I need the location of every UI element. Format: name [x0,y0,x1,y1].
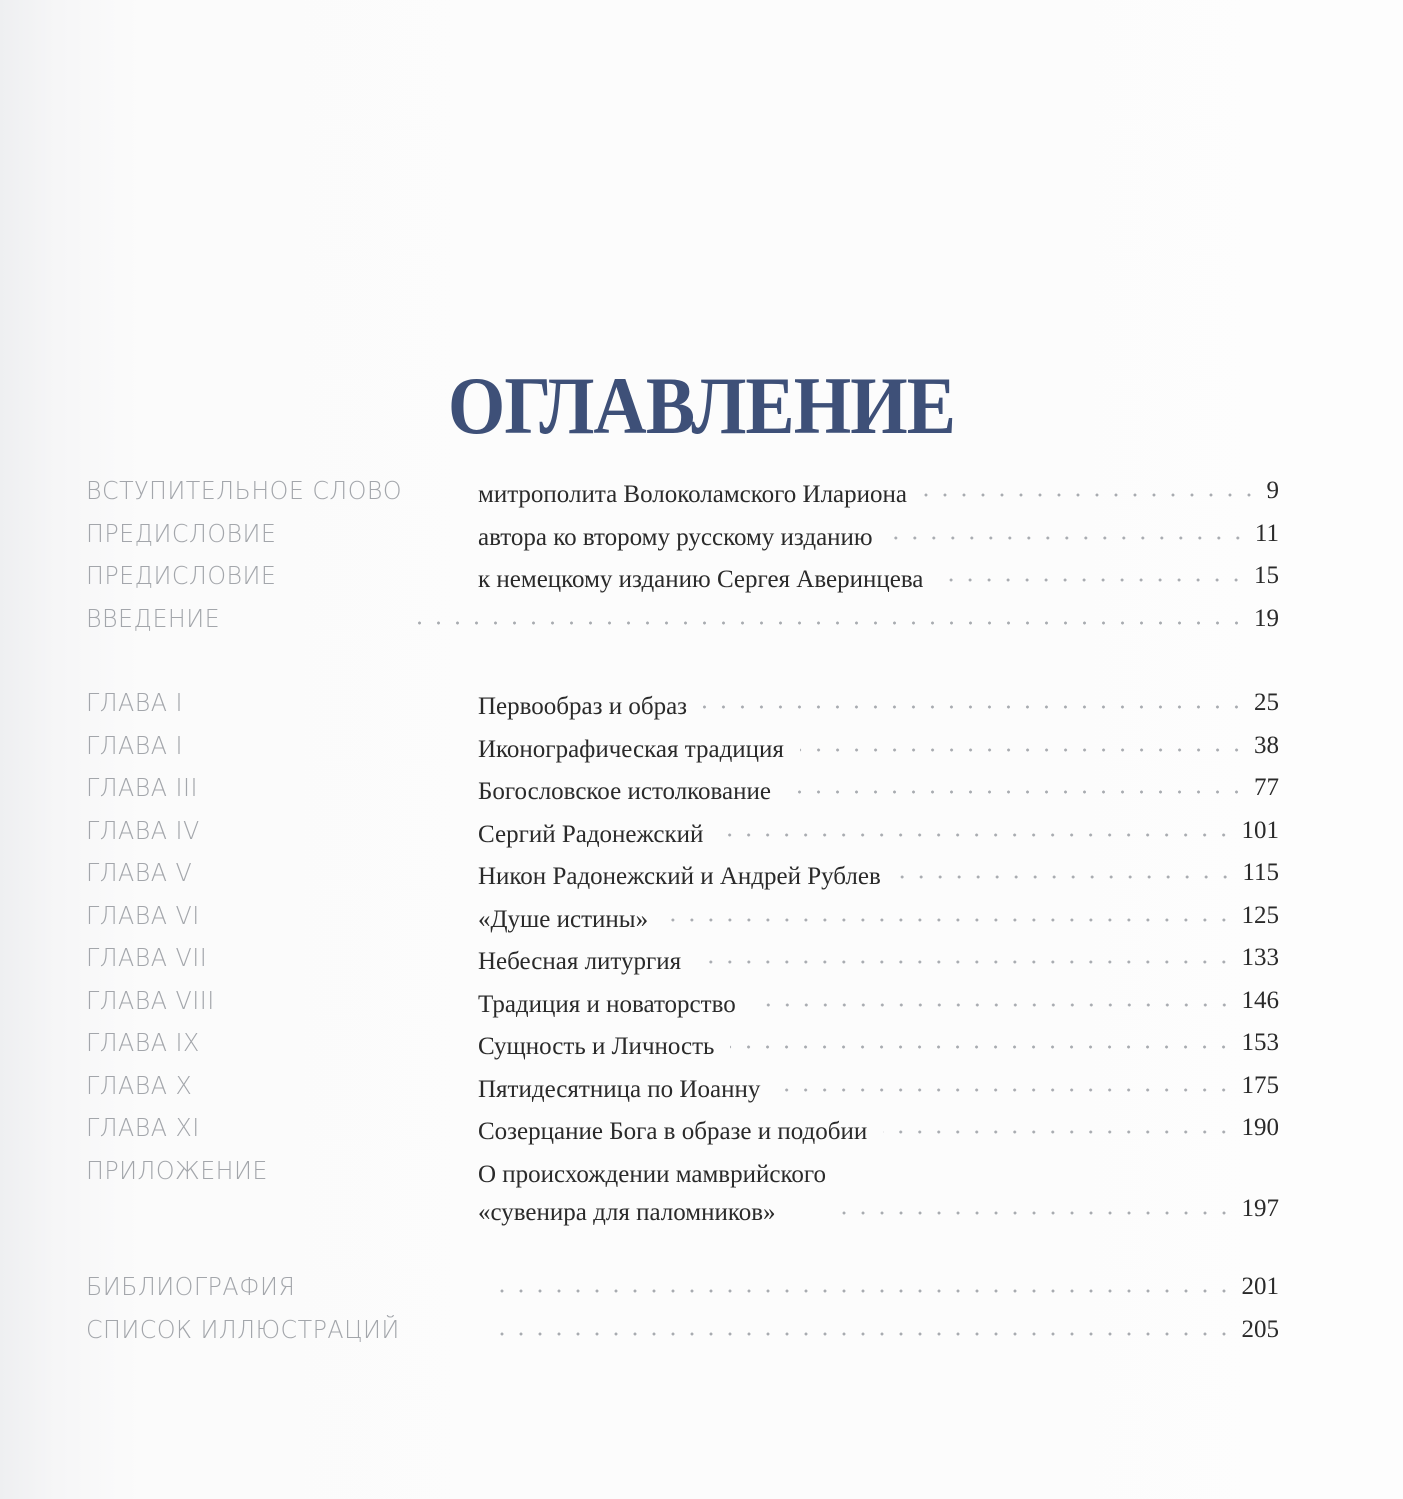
toc-row[interactable] [0,1315,1403,1357]
dot-leader [883,1130,1233,1134]
entry-title [478,519,873,557]
toc-row[interactable] [0,816,1403,858]
page-number: 25 [1254,689,1279,716]
page-number: 11 [1254,519,1279,547]
toc-row[interactable] [0,1028,1403,1070]
section-label: ГЛАВА X [86,1070,193,1100]
entry-title-line: Никон Радонежский и Андрей Рублев [478,863,881,890]
entry-title-line: Первообраз и образ [478,693,688,720]
toc-row[interactable] [0,731,1403,773]
entry-title-line: Созерцание Бога в образе и подобии [478,1118,868,1145]
dot-leader [703,705,1246,709]
page-number: 101 [1241,816,1279,844]
toc-row[interactable] [0,604,1403,646]
page-number: 201 [1241,1273,1279,1300]
entry-title-line: Небесная литургия [478,948,682,975]
page-number: 205 [1241,1315,1279,1343]
section-label: ГЛАВА IV [86,815,200,845]
section-label: ВСТУПИТЕЛЬНОЕ СЛОВО [86,476,403,505]
entry-title [478,773,771,811]
dot-leader [800,748,1246,752]
page-number: 125 [1241,901,1279,929]
section-label: ПРЕДИСЛОВИЕ [86,518,277,548]
page-number: 153 [1241,1029,1279,1056]
dot-leader [752,1003,1234,1007]
toc-row[interactable] [0,519,1403,561]
entry-title [478,986,736,1024]
entry-title [478,1156,826,1232]
entry-title [478,816,703,854]
section-label: ГЛАВА IX [86,1028,200,1057]
entry-title [478,561,923,599]
section-label: ГЛАВА V [86,858,193,887]
page-number: 197 [1241,1194,1279,1222]
dot-leader [697,960,1233,964]
dot-leader [842,1211,1234,1215]
page-number: 146 [1241,986,1279,1014]
page-number: 115 [1242,859,1279,886]
toc-row[interactable] [0,688,1403,730]
section-label: ГЛАВА VIII [86,985,215,1015]
section-label: СПИСОК ИЛЛЮСТРАЦИЙ [86,1314,400,1344]
entry-title-line: Иконографическая традиция [478,735,784,763]
entry-title-line: автора ко второму русскому изданию [478,523,873,551]
page-number: 19 [1254,604,1279,632]
toc-row[interactable] [0,1272,1403,1314]
dot-leader [730,1045,1233,1049]
entry-title [478,688,687,726]
entry-title [478,731,784,769]
section-label: ГЛАВА VI [86,900,200,930]
page-number: 190 [1241,1114,1279,1141]
dot-leader [490,1289,1234,1293]
section-label: ГЛАВА VII [86,943,208,972]
entry-title [478,1071,760,1109]
section-label: ГЛАВА III [86,773,198,802]
toc-row[interactable] [0,943,1403,985]
entry-title [478,943,681,981]
entry-title-line: к немецкому изданию Сергея Аверинцева [478,566,924,593]
page-title: ОГЛАВЛЕНИЕ [447,359,956,451]
dot-leader [410,621,1246,625]
entry-title-line: Сущность и Личность [478,1033,715,1060]
toc-row[interactable] [0,1113,1403,1155]
section-label: ВВЕДЕНИЕ [86,603,221,633]
page-number: 175 [1241,1071,1279,1099]
entry-title-line: митрополита Волоколамского Илариона [478,481,908,508]
section-label: ПРЕДИСЛОВИЕ [86,561,277,590]
toc-row[interactable] [0,986,1403,1028]
dot-leader [776,1088,1233,1092]
section-label: БИБЛИОГРАФИЯ [86,1272,296,1301]
section-label: ГЛАВА I [86,730,184,760]
toc-row[interactable] [0,773,1403,815]
toc-row[interactable] [0,1155,1403,1226]
section-label: ГЛАВА XI [86,1113,200,1142]
section-label: ПРИЛОЖЕНИЕ [86,1155,268,1185]
toc-row[interactable] [0,901,1403,943]
entry-title-line: Пятидесятница по Иоанну [478,1075,761,1103]
toc-row[interactable] [0,1071,1403,1113]
toc-row[interactable] [0,858,1403,900]
entry-title [478,1028,714,1066]
entry-title [478,858,881,896]
entry-title-line: Богословское истолкование [478,778,771,805]
dot-leader [490,1332,1234,1336]
toc-row[interactable] [0,476,1403,518]
page-number: 38 [1254,731,1279,759]
page-number: 9 [1266,477,1279,504]
entry-title-line: «сувенира для паломников» [478,1198,776,1226]
entry-title-line: Традиция и новаторство [478,990,736,1018]
dot-leader [787,790,1246,794]
section-label: ГЛАВА I [86,688,184,717]
entry-title [478,1113,867,1151]
dot-leader [889,536,1247,540]
entry-title-line: Сергий Радонежский [478,820,704,848]
entry-title [478,901,648,939]
page-number: 77 [1254,774,1279,801]
page-number: 15 [1254,562,1279,589]
dot-leader [897,875,1235,879]
dot-leader [719,833,1233,837]
entry-title-line: «Душе истины» [478,905,649,933]
dot-leader [664,918,1233,922]
entry-title-line: О происхождении мамврийского [478,1160,826,1188]
dot-leader [923,493,1258,497]
page-number: 133 [1241,944,1279,971]
dot-leader [939,578,1246,582]
toc-row[interactable] [0,561,1403,603]
entry-title [478,476,907,514]
